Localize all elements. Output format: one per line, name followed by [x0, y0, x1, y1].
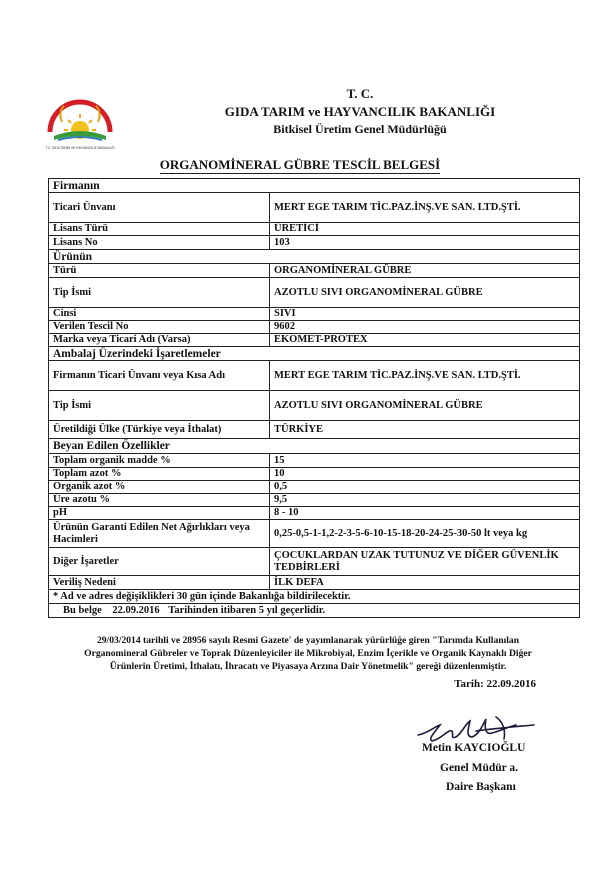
label-tip-ismi: Tip İsmi — [49, 278, 270, 308]
section-ambalaj: Ambalaj Üzerindeki İşaretlemeler — [49, 347, 580, 361]
note-row — [49, 590, 580, 604]
note-validity-prefix: Bu belge — [63, 604, 102, 616]
table-row — [49, 308, 580, 321]
label-marka: Marka veya Ticari Adı (Varsa) — [49, 334, 270, 347]
value-organik-madde: 15 — [270, 454, 580, 468]
value-cinsi: SIVI — [270, 308, 580, 321]
table-row — [49, 576, 580, 590]
note-row — [49, 604, 580, 618]
issue-date: Tarih: 22.09.2016 — [454, 678, 536, 690]
section-row — [49, 439, 580, 454]
value-turu: ORGANOMİNERAL GÜBRE — [270, 264, 580, 278]
value-agirlik: 0,25-0,5-1-1,2-2-3-5-6-10-15-18-20-24-25-30-50 lt veya kg — [270, 520, 580, 548]
value-lisans-turu: ÜRETİCİ — [270, 223, 580, 236]
table-row — [49, 421, 580, 439]
table-row — [49, 361, 580, 391]
table-row — [49, 481, 580, 494]
registration-table — [48, 178, 580, 618]
label-lisans-no: Lisans No — [49, 236, 270, 250]
section-firma: Firmanın — [49, 179, 580, 193]
note-validity-date: 22.09.2016 — [112, 604, 160, 616]
logo-caption: T.C. GIDA TARIM VE HAYVANCILIK BAKANLIĞI — [45, 146, 115, 150]
label-agirlik: Ürünün Garanti Edilen Net Ağırlıkları veya Hacimleri — [49, 520, 270, 548]
label-ph: pH — [49, 507, 270, 520]
value-ticari-unvan: MERT EGE TARIM TİC.PAZ.İNŞ.VE SAN. LTD.ŞTİ. — [270, 193, 580, 223]
label-tescil-no: Verilen Tescil No — [49, 321, 270, 334]
table-row — [49, 507, 580, 520]
value-tescil-no: 9602 — [270, 321, 580, 334]
section-row — [49, 347, 580, 361]
header-ministry: GIDA TARIM ve HAYVANCILIK BAKANLIĞI — [224, 104, 496, 119]
label-turu: Türü — [49, 264, 270, 278]
value-ambalaj-tip: AZOTLU SIVI ORGANOMİNERAL GÜBRE — [270, 391, 580, 421]
declaration-line: Organomineral Gübreler ve Toprak Düzenleyiciler ile Mikrobiyal, Enzim İçerikle ve Organik Kaynaklı Diğer — [84, 648, 532, 659]
note-validity-suffix: Tarihinden itibaren 5 yıl geçerlidir. — [168, 604, 326, 616]
label-ticari-unvan: Ticari Ünvanı — [49, 193, 270, 223]
label-verilis: Veriliş Nedeni — [49, 576, 270, 590]
value-tip-ismi: AZOTLU SIVI ORGANOMİNERAL GÜBRE — [270, 278, 580, 308]
table-row — [49, 548, 580, 576]
value-verilis: İLK DEFA — [270, 576, 580, 590]
label-lisans-turu: Lisans Türü — [49, 223, 270, 236]
note-address-change: * Ad ve adres değişiklikleri 30 gün içinde Bakanlığa bildirilecektir. — [49, 590, 580, 604]
label-ambalaj-firma: Firmanın Ticari Ünvanı veya Kısa Adı — [49, 361, 270, 391]
value-organik-azot: 0,5 — [270, 481, 580, 494]
legal-declaration — [40, 634, 576, 673]
value-ambalaj-firma: MERT EGE TARIM TİC.PAZ.İNŞ.VE SAN. LTD.ŞTİ. — [270, 361, 580, 391]
table-row — [49, 236, 580, 250]
table-row — [49, 454, 580, 468]
signatory-role: Daire Başkanı — [446, 781, 516, 793]
document-title-text: ORGANOMİNERAL GÜBRE TESCİL BELGESİ — [159, 157, 441, 172]
label-ambalaj-tip: Tip İsmi — [49, 391, 270, 421]
label-toplam-azot: Toplam azot % — [49, 468, 270, 481]
table-row — [49, 321, 580, 334]
value-lisans-no: 103 — [270, 236, 580, 250]
section-row — [49, 179, 580, 193]
table-row — [49, 193, 580, 223]
section-urun: Ürünün — [49, 250, 580, 264]
table-row — [49, 334, 580, 347]
declaration-line: Ürünlerin Üretimi, İthalatı, İhracatı ve Piyasaya Arzına Dair Yönetmelik" gereği düzenlenmiştir. — [109, 661, 507, 672]
note-validity — [49, 604, 580, 618]
label-diger: Diğer İşaretler — [49, 548, 270, 576]
table-row — [49, 278, 580, 308]
header-directorate: Bitkisel Üretim Genel Müdürlüğü — [273, 122, 447, 136]
table-row — [49, 468, 580, 481]
table-row — [49, 223, 580, 236]
value-ure-azotu: 9,5 — [270, 494, 580, 507]
section-beyan: Beyan Edilen Özellikler — [49, 439, 580, 454]
value-ph: 8 - 10 — [270, 507, 580, 520]
document-title — [0, 157, 600, 173]
header-tc: T. C. — [346, 86, 374, 101]
value-ulke: TÜRKİYE — [270, 421, 580, 439]
label-organik-azot: Organik azot % — [49, 481, 270, 494]
table-row — [49, 264, 580, 278]
section-row — [49, 250, 580, 264]
signatory-name: Metin KAYCIOĞLU — [422, 742, 526, 754]
value-marka: EKOMET-PROTEX — [270, 334, 580, 347]
signatory-role: Genel Müdür a. — [440, 762, 519, 774]
declaration-line: 29/03/2014 tarihli ve 28956 sayılı Resmi Gazete' de yayımlanarak yürürlüğe giren "Tarımda Kullanılan — [96, 635, 520, 646]
value-diger: ÇOCUKLARDAN UZAK TUTUNUZ VE DİĞER GÜVENLİK TEDBİRLERİ — [270, 548, 580, 576]
label-ure-azotu: Üre azotu % — [49, 494, 270, 507]
table-row — [49, 520, 580, 548]
label-organik-madde: Toplam organik madde % — [49, 454, 270, 468]
table-row — [49, 494, 580, 507]
value-toplam-azot: 10 — [270, 468, 580, 481]
label-cinsi: Cinsi — [49, 308, 270, 321]
table-row — [49, 391, 580, 421]
label-ulke: Üretildiği Ülke (Türkiye veya İthalat) — [49, 421, 270, 439]
